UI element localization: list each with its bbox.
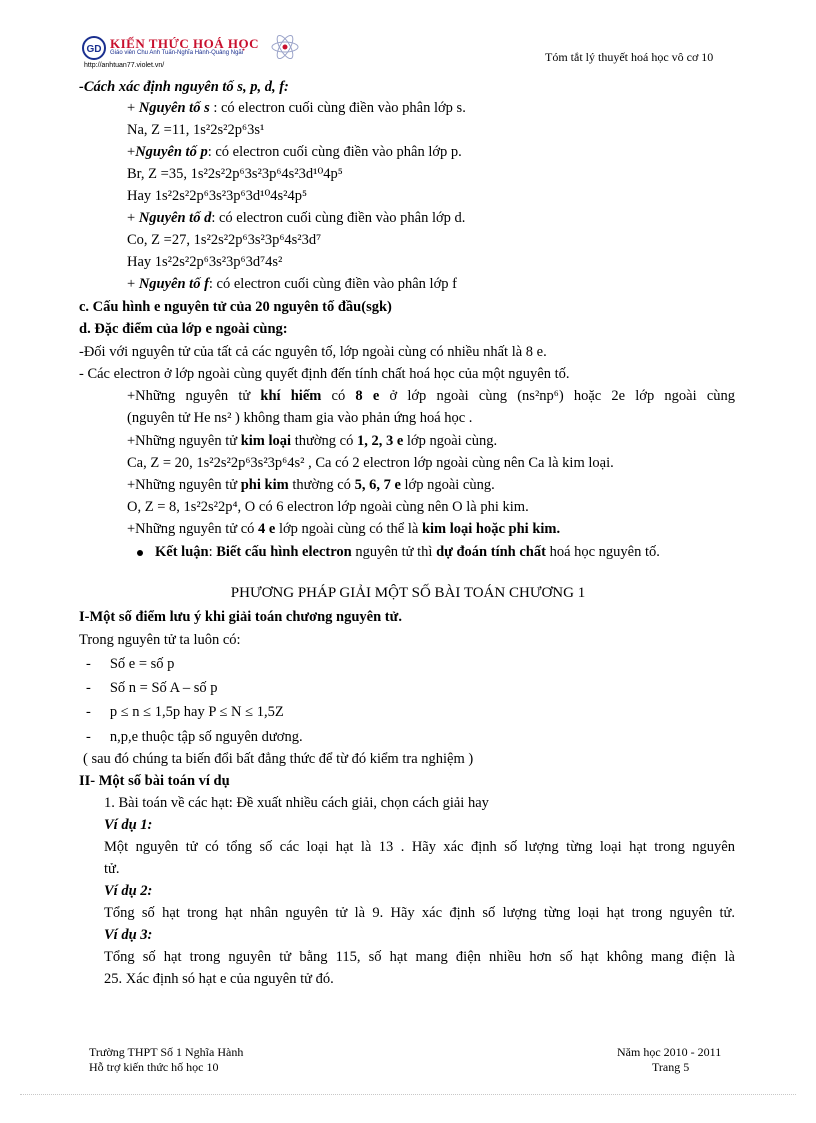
logo-emblem-icon (82, 36, 106, 60)
ex1-line1: Một nguyên tử có tổng số các loại hạt là 13 . Hãy xác định số lượng từng loại hạt trong nguyên (104, 839, 735, 855)
logo-title: KIẾN THỨC HOÁ HỌC (110, 36, 259, 51)
o-config: O, Z = 8, 1s²2s²2p⁴, O có 6 electron lớp ngoài cùng nên O là phi kim. (127, 499, 529, 515)
four-e-line: +Những nguyên tử có 4 e lớp ngoài cùng có thể là kim loại hoặc phi kim. (127, 521, 561, 537)
noble-gas-line2: (nguyên tử He ns² ) không tham gia vào phản ứng hoá học . (127, 410, 473, 426)
bullet-icon (137, 550, 143, 556)
noble-gas-line: +Những nguyên tử khí hiếm có 8 e ở lớp ngoài cùng (ns²np⁶) hoặc 2e lớp ngoài cùng (127, 388, 735, 404)
conclusion-line: Kết luận: Biết cấu hình electron nguyên tử thì dự đoán tính chất hoá học nguyên tố. (137, 542, 660, 562)
s-label: Nguyên tố s (138, 100, 210, 116)
part1-heading: I-Một số điểm lưu ý khi giải toán chương nguyên tử. (79, 609, 402, 625)
d-rule: + Nguyên tố d: có electron cuối cùng điền vào phân lớp d. (127, 210, 466, 226)
list-item: - Số e = số p (86, 656, 175, 672)
p-text: : có electron cuối cùng điền vào phân lớp p. (207, 144, 462, 160)
ex1-line2: tử. (104, 861, 120, 877)
ca-config: Ca, Z = 20, 1s²2s²2p⁶3s²3p⁶4s² , Ca có 2 electron lớp ngoài cùng nên Ca là kim loại. (127, 455, 614, 471)
section-c-heading: c. Cấu hình e nguyên tử của 20 nguyên tố đầu(sgk) (79, 299, 392, 315)
ex3-line1: Tổng số hạt trong nguyên tử bằng 115, số hạt mang điện nhiều hơn số hạt không mang điện là (104, 949, 735, 965)
ex2-line1: Tổng số hạt trong hạt nhân nguyên tử là 9. Hãy xác định số lượng từng loại hạt trong nguyên tử. (104, 905, 735, 921)
s-text: : có electron cuối cùng điền vào phân lớp s. (213, 100, 466, 116)
d-text: : có electron cuối cùng điền vào phân lớp d. (211, 210, 466, 226)
section-d-heading: d. Đặc điểm của lớp e ngoài cùng: (79, 321, 288, 337)
nonmetal-line: +Những nguyên tử phi kim thường có 5, 6, 7 e lớp ngoài cùng. (127, 477, 495, 493)
sub1-line: 1. Bài toán về các hạt: Đề xuất nhiều cách giải, chọn cách giải hay (104, 795, 489, 811)
f-label: Nguyên tố f (138, 276, 209, 292)
footer-year: Năm học 2010 - 2011 (617, 1045, 722, 1059)
ex2-label: Ví dụ 2: (104, 883, 153, 899)
br-config-alt: Hay 1s²2s²2p⁶3s²3p⁶3d¹⁰4s²4p⁵ (127, 188, 308, 204)
co-config: Co, Z =27, 1s²2s²2p⁶3s²3p⁶4s²3d⁷ (127, 232, 322, 248)
f-text: : có electron cuối cùng điền vào phân lớp f (208, 276, 457, 292)
footer-support: Hỗ trợ kiến thức hố học 10 (89, 1060, 219, 1074)
list-item: - n,p,e thuộc tập số nguyên dương. (86, 729, 303, 745)
section-d-line2: - Các electron ở lớp ngoài cùng quyết định đến tính chất hoá học của một nguyên tố. (79, 366, 570, 382)
chapter-title: PHƯƠNG PHÁP GIẢI MỘT SỐ BÀI TOÁN CHƯƠNG 1 (230, 585, 586, 601)
page-bottom-divider (20, 1094, 796, 1095)
f-rule: + Nguyên tố f: có electron cuối cùng điền vào phân lớp f (127, 276, 457, 292)
list-item: - p ≤ n ≤ 1,5p hay P ≤ N ≤ 1,5Z (86, 704, 284, 720)
ex3-line2: 25. Xác định só hạt e của nguyên tử đó. (104, 971, 334, 987)
p-label: Nguyên tố p (135, 144, 208, 160)
s-rule: + Nguyên tố s : có electron cuối cùng điền vào phân lớp s. (127, 100, 466, 116)
ex3-label: Ví dụ 3: (104, 927, 153, 943)
d-label: Nguyên tố d (138, 210, 212, 226)
section-d-line1: -Đối với nguyên tử của tất cả các nguyên tố, lớp ngoài cùng có nhiều nhất là 8 e. (79, 344, 547, 360)
logo-url[interactable]: http://anhtuan77.violet.vn/ (84, 62, 165, 69)
list-item: - Số n = Số A – số p (86, 680, 218, 696)
header-title: Tóm tắt lý thuyết hoá học vô cơ 10 (545, 50, 714, 64)
logo-subtitle: Giáo viên Chu Anh Tuấn-Nghĩa Hành-Quảng Ngãi (110, 50, 244, 56)
p-rule: +Nguyên tố p: có electron cuối cùng điền vào phân lớp p. (127, 144, 462, 160)
footer-page: Trang 5 (652, 1060, 690, 1074)
metal-line: +Những nguyên tử kim loại thường có 1, 2, 3 e lớp ngoài cùng. (127, 433, 498, 449)
ex1-label: Ví dụ 1: (104, 817, 153, 833)
part1-intro: Trong nguyên tử ta luôn có: (79, 632, 241, 648)
co-config-alt: Hay 1s²2s²2p⁶3s²3p⁶3d⁷4s² (127, 254, 283, 270)
atom-icon (270, 32, 300, 62)
spdf-heading: -Cách xác định nguyên tố s, p, d, f: (79, 79, 289, 95)
na-config: Na, Z =11, 1s²2s²2p⁶3s¹ (127, 122, 265, 138)
part2-heading: II- Một số bài toán ví dụ (79, 773, 230, 789)
header-logo (80, 36, 300, 69)
logo-monogram: GD (86, 44, 102, 55)
footer-school: Trường THPT Số 1 Nghĩa Hành (89, 1045, 244, 1059)
note-line: ( sau đó chúng ta biến đổi bất đẳng thức để từ đó kiểm tra nghiệm ) (83, 751, 474, 767)
br-config: Br, Z =35, 1s²2s²2p⁶3s²3p⁶4s²3d¹⁰4p⁵ (127, 166, 343, 182)
